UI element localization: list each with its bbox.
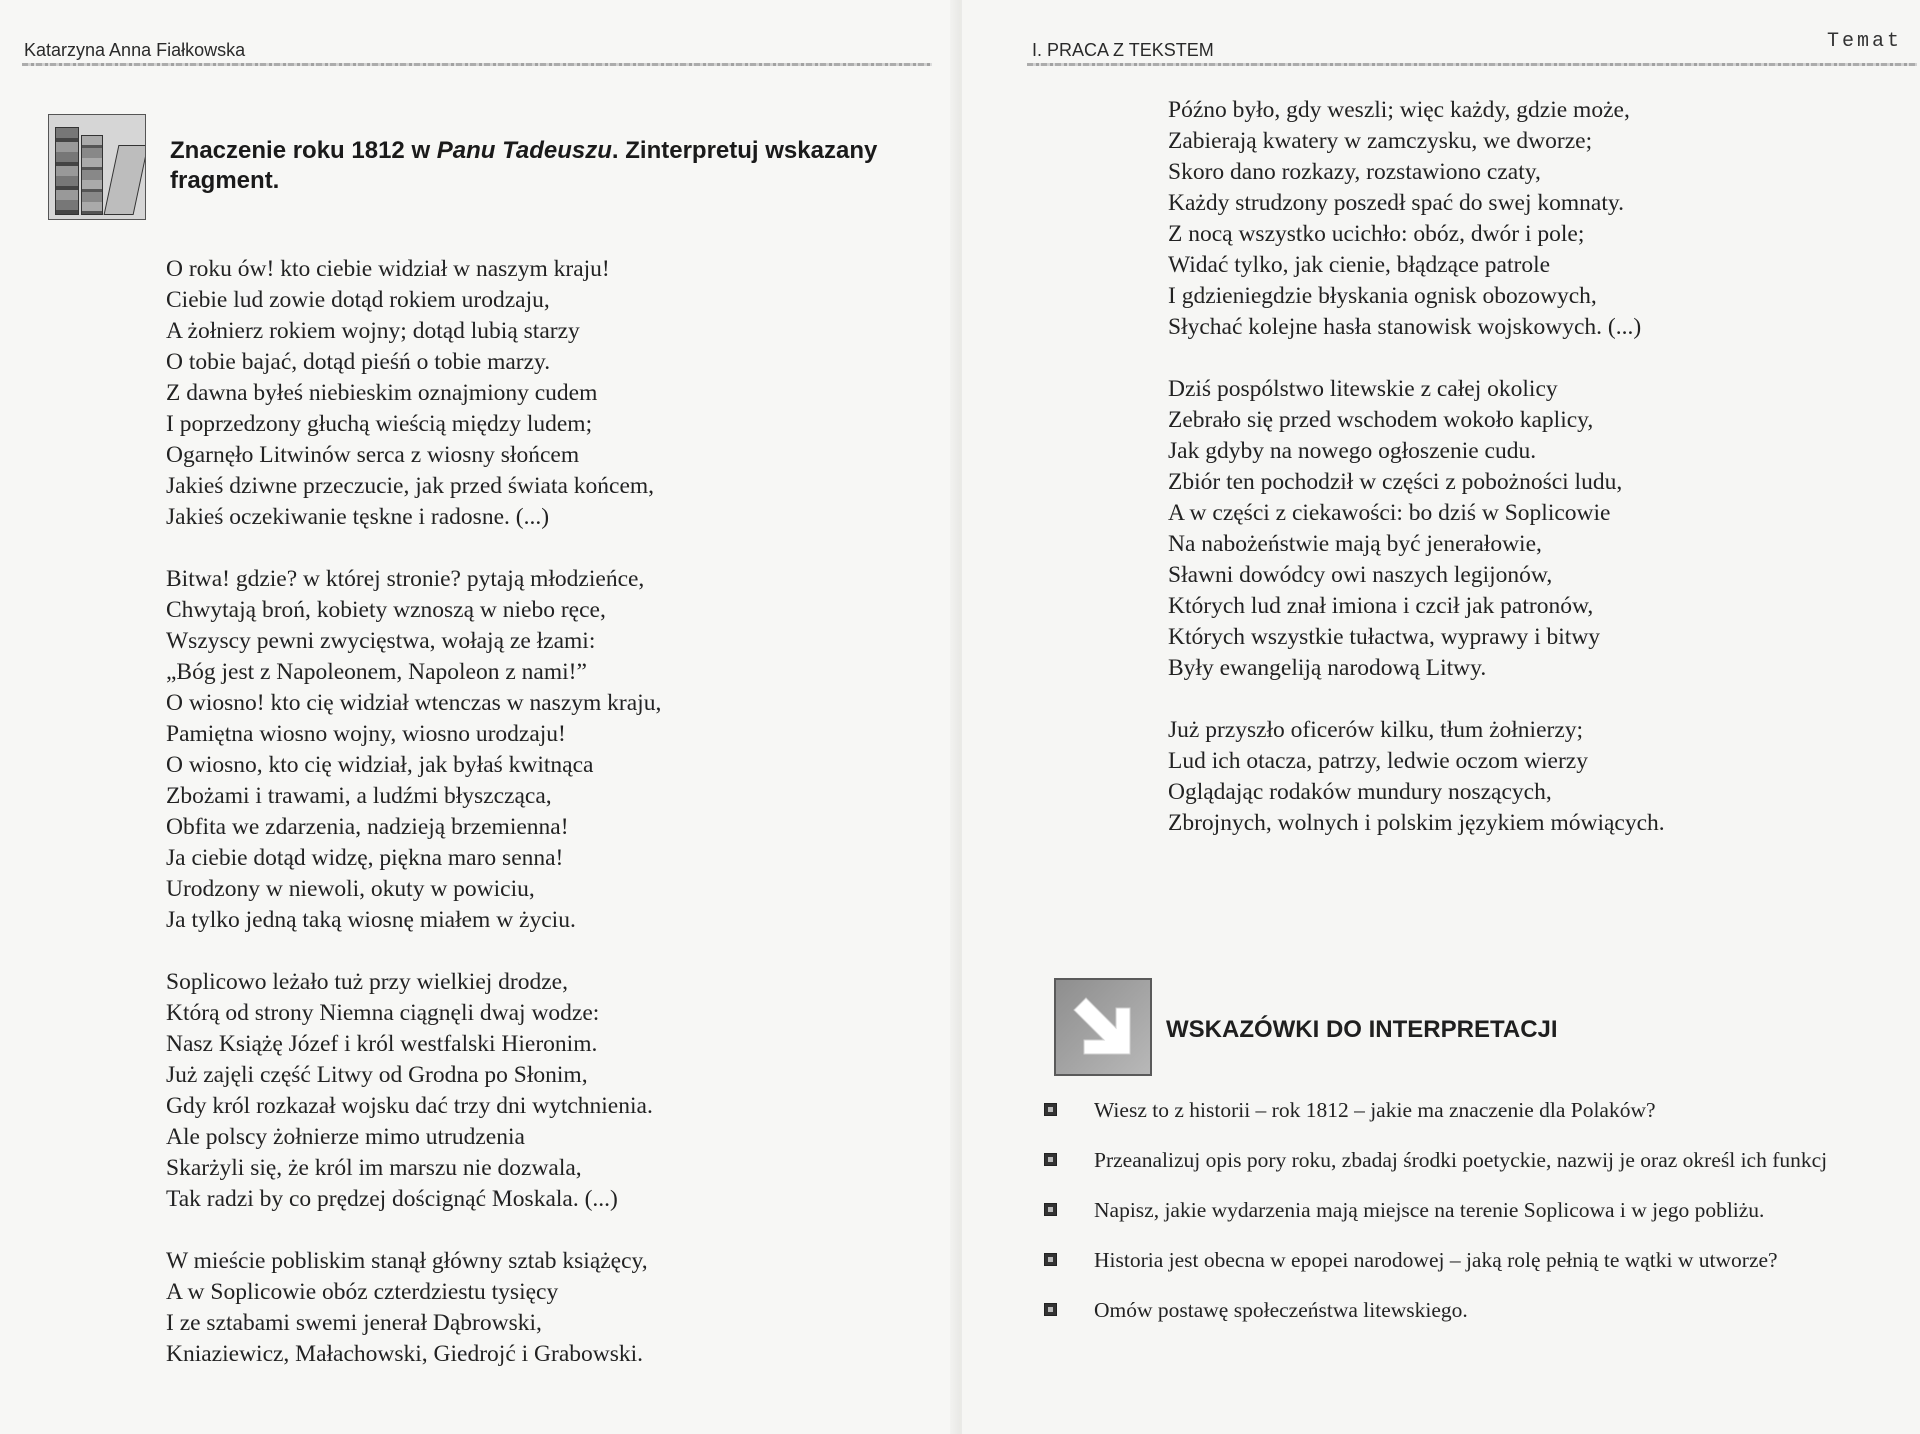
verse-line: O roku ów! kto ciebie widział w naszym kraju! — [166, 256, 610, 282]
verse-line: Których lud znał imiona i czcił jak patronów, — [1168, 593, 1594, 619]
hint-text: Napisz, jakie wydarzenia mają miejsce na terenie Soplicowa i w jego pobliżu. — [1094, 1198, 1765, 1222]
stanza — [166, 1246, 661, 1370]
square-bullet-icon — [1044, 1253, 1057, 1266]
hint-item — [1032, 1244, 1920, 1294]
verse-line: Już przyszło oficerów kilku, tłum żołnierzy; — [1168, 717, 1584, 743]
verse-line: Zbożami i trawami, a ludźmi błyszcząca, — [166, 783, 552, 809]
poem-excerpt-left — [166, 254, 661, 1401]
verse-line: Ja tylko jedną taką wiosnę miałem w życiu. — [166, 907, 576, 933]
hint-item — [1032, 1144, 1920, 1194]
verse-line: I gdzieniegdzie błyskania ognisk obozowych, — [1168, 283, 1597, 309]
verse-line: A żołnierz rokiem wojny; dotąd lubią starzy — [166, 318, 580, 344]
verse-line: Nasz Książę Józef i król westfalski Hieronim. — [166, 1031, 598, 1057]
square-bullet-icon — [1044, 1203, 1057, 1216]
verse-line: Jak gdyby na nowego ogłoszenie cudu. — [1168, 438, 1537, 464]
verse-line: Wszyscy pewni zwycięstwa, wołają ze łzami: — [166, 628, 596, 654]
header-rule — [1027, 63, 1917, 66]
stanza — [166, 967, 661, 1215]
verse-line: Ciebie lud zowie dotąd rokiem urodzaju, — [166, 287, 550, 313]
verse-line: Były ewangeliją narodową Litwy. — [1168, 655, 1487, 681]
verse-line: Jakieś oczekiwanie tęskne i radosne. (...) — [166, 504, 550, 530]
verse-line: Tak radzi by co prędzej doścignąć Moskala. (...) — [166, 1186, 618, 1212]
verse-line: A w części z ciekawości: bo dziś w Soplicowie — [1168, 500, 1611, 526]
stanza — [1168, 715, 1665, 839]
verse-line: Każdy strudzony poszedł spać do swej komnaty. — [1168, 190, 1624, 216]
hint-text: Przeanalizuj opis pory roku, zbadaj środki poetyckie, nazwij je oraz określ ich funkcj — [1094, 1148, 1828, 1172]
verse-line: Sławni dowódcy owi naszych legijonów, — [1168, 562, 1553, 588]
verse-line: Zebrało się przed wschodem wokoło kaplicy, — [1168, 407, 1594, 433]
verse-line: Pamiętna wiosno wojny, wiosno urodzaju! — [166, 721, 566, 747]
verse-line: A w Soplicowie obóz czterdziestu tysięcy — [166, 1279, 559, 1305]
left-page — [0, 0, 958, 1434]
verse-line: Ale polscy żołnierze mimo utrudzenia — [166, 1124, 525, 1150]
verse-line: W mieście pobliskim stanął główny sztab książęcy, — [166, 1248, 648, 1274]
verse-line: Skoro dano rozkazy, rozstawiono czaty, — [1168, 159, 1541, 185]
arrow-down-right-icon — [1054, 978, 1152, 1076]
verse-line: Jakieś dziwne przeczucie, jak przed świata końcem, — [166, 473, 655, 499]
stanza — [1168, 374, 1665, 684]
verse-line: Zbrojnych, wolnych i polskim językiem mówiących. — [1168, 810, 1665, 836]
hint-item — [1032, 1294, 1920, 1344]
stanza — [166, 254, 661, 533]
verse-line: Kniaziewicz, Małachowski, Giedrojć i Grabowski. — [166, 1341, 644, 1367]
hint-item — [1032, 1094, 1920, 1144]
verse-line: Z dawna byłeś niebieskim oznajmiony cudem — [166, 380, 598, 406]
verse-line: Bitwa! gdzie? w której stronie? pytają młodzieńce, — [166, 566, 645, 592]
verse-line: Już zajęli część Litwy od Grodna po Słonim, — [166, 1062, 588, 1088]
verse-line: O tobie bajać, dotąd pieśń o tobie marzy. — [166, 349, 551, 375]
verse-line: Oglądając rodaków mundury noszących, — [1168, 779, 1552, 805]
verse-line: Ja ciebie dotąd widzę, piękna maro senna! — [166, 845, 564, 871]
books-icon — [48, 114, 146, 220]
stanza — [1168, 95, 1665, 343]
verse-line: Słychać kolejne hasła stanowisk wojskowych. (...) — [1168, 314, 1642, 340]
verse-line: Lud ich otacza, patrzy, ledwie oczom wierzy — [1168, 748, 1588, 774]
verse-line: Którą od strony Niemna ciągnęli dwaj wodze: — [166, 1000, 600, 1026]
verse-line: Urodzony w niewoli, okuty w powiciu, — [166, 876, 535, 902]
verse-line: O wiosno, kto cię widział, jak byłaś kwitnąca — [166, 752, 594, 778]
work-title: Panu Tadeuszu — [436, 137, 612, 164]
verse-line: Gdy król rozkazał wojsku dać trzy dni wytchnienia. — [166, 1093, 653, 1119]
right-page — [962, 0, 1920, 1434]
square-bullet-icon — [1044, 1153, 1057, 1166]
poem-excerpt-right — [1168, 95, 1665, 870]
verse-line: Obfita we zdarzenia, nadzieją brzemienna! — [166, 814, 569, 840]
running-head-author: Katarzyna Anna Fiałkowska — [24, 40, 246, 60]
verse-line: Z nocą wszystko ucichło: obóz, dwór i pole; — [1168, 221, 1585, 247]
square-bullet-icon — [1044, 1103, 1057, 1116]
running-head-section: I. PRACA Z TEKSTEM — [1032, 40, 1214, 60]
verse-line: Zbiór ten pochodził w części z pobożności ludu, — [1168, 469, 1623, 495]
hint-text: Omów postawę społeczeństwa litewskiego. — [1094, 1298, 1468, 1322]
corner-label: Temat — [1826, 30, 1902, 53]
verse-line: O wiosno! kto cię widział wtenczas w naszym kraju, — [166, 690, 662, 716]
verse-line: Późno było, gdy weszli; więc każdy, gdzie może, — [1168, 97, 1630, 123]
verse-line: Których wszystkie tułactwa, wyprawy i bitwy — [1168, 624, 1601, 650]
verse-line: Ogarnęło Litwinów serca z wiosny słońcem — [166, 442, 580, 468]
verse-line: I poprzedzony głuchą wieścią między ludem; — [166, 411, 593, 437]
verse-line: Soplicowo leżało tuż przy wielkiej drodze, — [166, 969, 568, 995]
square-bullet-icon — [1044, 1303, 1057, 1316]
verse-line: Skarżyli się, że król im marszu nie dozwala, — [166, 1155, 582, 1181]
hints-list — [1032, 1094, 1920, 1344]
verse-line: Dziś pospólstwo litewskie z całej okolicy — [1168, 376, 1558, 402]
stanza — [166, 564, 661, 936]
header-rule — [22, 63, 932, 66]
verse-line: I ze sztabami swemi jenerał Dąbrowski, — [166, 1310, 542, 1336]
verse-line: Na nabożeństwie mają być jenerałowie, — [1168, 531, 1542, 557]
verse-line: Widać tylko, jak cienie, błądzące patrole — [1168, 252, 1551, 278]
verse-line: Zabierają kwatery w zamczysku, we dworze; — [1168, 128, 1593, 154]
hint-item — [1032, 1194, 1920, 1244]
verse-line: Chwytają broń, kobiety wznoszą w niebo ręce, — [166, 597, 606, 623]
hint-text: Historia jest obecna w epopei narodowej – jaką rolę pełnią te wątki w utworze? — [1094, 1248, 1778, 1272]
hints-title: WSKAZÓWKI DO INTERPRETACJI — [1166, 1016, 1558, 1043]
hint-text: Wiesz to z historii – rok 1812 – jakie ma znaczenie dla Polaków? — [1094, 1098, 1656, 1122]
verse-line: „Bóg jest z Napoleonem, Napoleon z nami!” — [166, 659, 587, 685]
task-title: Znaczenie roku 1812 w Panu Tadeuszu. Zinterpretuj wskazany fragment. — [170, 137, 878, 194]
